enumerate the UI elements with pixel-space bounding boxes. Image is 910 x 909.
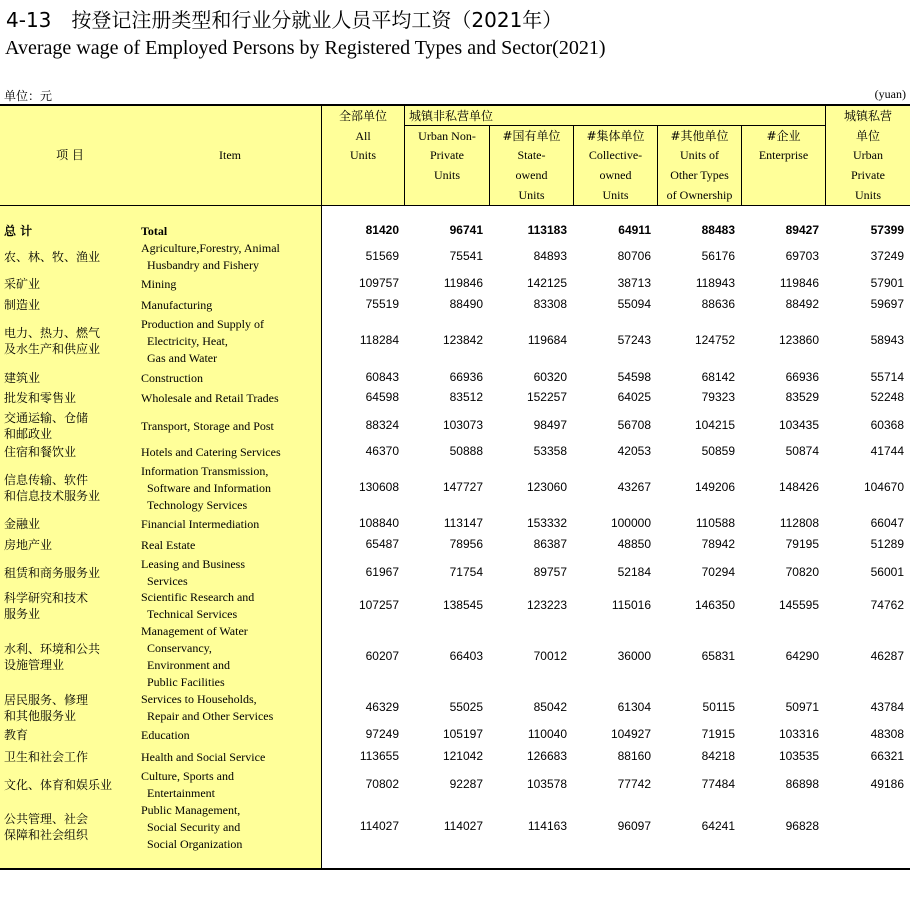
table-cell-value: 61967	[365, 565, 399, 579]
row-label-en-line: Education	[141, 727, 190, 742]
table-cell-value: 65831	[701, 649, 735, 663]
table-cell-value: 79323	[701, 390, 735, 404]
row-label-en-line: Construction	[141, 370, 203, 385]
table-cell-value: 50888	[449, 444, 483, 458]
row-label-en-line: Husbandry and Fishery	[147, 258, 259, 272]
row-label-cn-line: 服务业	[4, 607, 41, 621]
row-label-cn-line: 和其他服务业	[4, 709, 77, 723]
table-cell-value: 123060	[526, 480, 567, 494]
table-cell-value: 60320	[533, 370, 567, 384]
row-label-cn	[4, 727, 28, 743]
table-cell-value: 119684	[527, 333, 567, 347]
table-cell-value: 108840	[358, 516, 399, 530]
row-label-en	[141, 444, 281, 461]
table-cell-value: 57901	[870, 276, 904, 290]
table-cell-value: 110588	[695, 516, 735, 530]
table-cell-value: 64241	[701, 819, 735, 833]
table-cell-value: 55714	[870, 370, 904, 384]
row-label-en	[141, 370, 203, 387]
table-cell-value: 86387	[533, 537, 567, 551]
header-state-en-3: Units	[518, 188, 545, 202]
table-cell-value: 103316	[778, 727, 819, 741]
row-label-en	[141, 276, 176, 293]
row-label-en	[141, 418, 274, 435]
header-item-en: Item	[219, 148, 241, 162]
row-label-en	[141, 589, 254, 623]
table-cell-value: 104670	[863, 480, 904, 494]
table-cell-value: 66936	[785, 370, 819, 384]
table-cell-value: 55025	[449, 700, 483, 714]
table-cell-value: 60207	[365, 649, 399, 663]
table-cell-value: 88483	[701, 223, 735, 237]
row-label-en-line: Real Estate	[141, 537, 196, 552]
table-cell-value: 49186	[870, 777, 904, 791]
header-private-en-1: Urban	[853, 148, 883, 162]
table-cell-value: 78956	[449, 537, 483, 551]
table-cell-value: 124752	[694, 333, 735, 347]
table-cell-value: 103073	[442, 418, 483, 432]
row-label-en-line: Services to Households,	[141, 692, 257, 706]
row-label-en-line: Software and Information	[147, 480, 271, 495]
row-label-cn-line: 房地产业	[4, 538, 53, 552]
table-cell-value: 147727	[442, 480, 483, 494]
row-label-cn-line: 建筑业	[4, 371, 41, 385]
table-cell-value: 36000	[617, 649, 651, 663]
table-cell-value: 107257	[358, 598, 399, 612]
row-label-en	[141, 316, 264, 367]
header-nonprivate-en-1: Urban Non-	[418, 129, 476, 143]
row-label-cn-line: 和邮政业	[4, 427, 53, 441]
row-label-en-line: Entertainment	[147, 786, 215, 800]
table-cell-value: 55094	[617, 297, 651, 311]
table-cell-value: 121042	[442, 749, 483, 763]
row-label-cn	[4, 297, 40, 313]
header-other-en-1: Units of	[680, 148, 719, 162]
row-label-cn	[4, 749, 88, 765]
row-label-en-line: Public Management,	[141, 802, 241, 817]
row-label-en-line: Repair and Other Services	[147, 709, 274, 723]
table-cell-value: 70820	[785, 565, 819, 579]
table-cell-value: 119846	[779, 276, 819, 290]
row-label-en	[141, 768, 234, 802]
table-cell-value: 138545	[442, 598, 483, 612]
table-cell-value: 66321	[870, 749, 904, 763]
table-cell-value: 86898	[785, 777, 819, 791]
table-bottom-rule	[0, 868, 910, 870]
table-cell-value: 70294	[701, 565, 735, 579]
table-cell-value: 152257	[526, 390, 567, 404]
table-cell-value: 81420	[365, 223, 399, 237]
table-cell-value: 123842	[442, 333, 483, 347]
row-label-en	[141, 802, 242, 853]
table-cell-value: 84218	[701, 749, 735, 763]
row-label-cn-line: 居民服务、修理	[4, 693, 89, 707]
header-collective-en-2: owned	[599, 168, 632, 182]
row-label-en	[141, 749, 265, 766]
row-label-en	[141, 556, 245, 590]
table-cell-value: 75541	[449, 249, 483, 263]
row-label-en-line: Social Organization	[147, 836, 243, 851]
header-all-cn: 全部单位	[338, 109, 387, 123]
table-cell-value: 60368	[870, 418, 904, 432]
table-cell-value: 123860	[778, 333, 819, 347]
table-cell-value: 145595	[778, 598, 819, 612]
table-cell-value: 43267	[617, 480, 651, 494]
row-label-en	[141, 463, 271, 514]
row-label-en-line: Environment and	[147, 658, 230, 672]
table-cell-value: 153332	[526, 516, 567, 530]
header-private-cn-2: 单位	[855, 129, 880, 143]
table-cell-value: 68142	[701, 370, 735, 384]
table-cell-value: 56708	[617, 418, 651, 432]
row-label-en	[141, 516, 259, 533]
table-cell-value: 56176	[701, 249, 735, 263]
row-label-en-line: Conservancy,	[147, 641, 212, 655]
table-cell-value: 65487	[365, 537, 399, 551]
table-cell-value: 123223	[526, 598, 567, 612]
table-cell-value: 80706	[617, 249, 651, 263]
row-label-cn	[4, 811, 88, 843]
row-label-en-line: Scientific Research and	[141, 590, 255, 604]
row-label-en-line: Production and Supply of	[141, 316, 264, 331]
row-label-cn-line: 教育	[4, 728, 29, 742]
unit-label-en: (yuan)	[874, 87, 906, 101]
table-cell-value: 113655	[359, 749, 399, 763]
table-cell-value: 88636	[701, 297, 735, 311]
table-cell-value: 64911	[618, 223, 651, 237]
table-cell-value: 59697	[870, 297, 904, 311]
page-title-en: Average wage of Employed Persons by Registered Types and Sector(2021)	[5, 37, 606, 59]
table-cell-value: 109757	[358, 276, 399, 290]
header-private-en-3: Units	[854, 188, 881, 202]
table-cell-value: 114027	[443, 819, 483, 833]
table-cell-value: 66936	[449, 370, 483, 384]
row-label-cn-line: 水利、环境和公共	[4, 642, 101, 656]
table-cell-value: 97249	[365, 727, 399, 741]
table-cell-value: 70012	[533, 649, 567, 663]
table-cell-value: 78942	[701, 537, 735, 551]
header-enterprise-cn: #企业	[766, 129, 801, 143]
row-label-cn	[4, 537, 52, 553]
row-label-en-line: Social Security and	[147, 819, 241, 834]
header-nonprivate-en-2: Private	[430, 148, 464, 162]
table-cell-value: 88160	[617, 749, 651, 763]
table-cell-value: 38713	[617, 276, 651, 290]
header-private-en-2: Private	[851, 168, 885, 182]
table-cell-value: 41744	[870, 444, 904, 458]
header-collective-en-3: Units	[602, 188, 629, 202]
table-cell-value: 89757	[533, 565, 567, 579]
table-cell-value: 51569	[365, 249, 399, 263]
row-label-en-line: Manufacturing	[141, 297, 213, 312]
table-cell-value: 85042	[533, 700, 567, 714]
table-cell-value: 71915	[701, 727, 735, 741]
table-cell-value: 103535	[778, 749, 819, 763]
row-label-cn-line: 及水生产和供应业	[4, 342, 101, 356]
table-cell-value: 119846	[443, 276, 483, 290]
row-label-cn	[4, 590, 88, 622]
table-cell-value: 149206	[694, 480, 735, 494]
header-all-en-1: All	[355, 129, 371, 143]
table-cell-value: 37249	[870, 249, 904, 263]
table-cell-value: 58943	[870, 333, 904, 347]
row-label-en-line: Management of Water	[141, 624, 248, 638]
table-cell-value: 83512	[449, 390, 483, 404]
row-label-cn	[4, 325, 100, 357]
row-label-en-line: Gas and Water	[147, 350, 218, 365]
row-label-cn	[4, 777, 112, 793]
table-cell-value: 46287	[870, 649, 904, 663]
table-cell-value: 79195	[785, 537, 819, 551]
table-cell-value: 57399	[870, 223, 904, 237]
table-cell-value: 48850	[617, 537, 651, 551]
row-label-en-line: Wholesale and Retail Trades	[141, 390, 279, 405]
table-cell-value: 77484	[701, 777, 735, 791]
header-item-cn: 项 目	[56, 148, 84, 162]
table-cell-value: 113147	[443, 516, 483, 530]
table-cell-value: 71754	[449, 565, 483, 579]
item-column-divider	[321, 106, 322, 869]
row-label-en-line: Transport, Storage and Post	[141, 418, 274, 433]
table-cell-value: 64025	[617, 390, 651, 404]
table-cell-value: 52184	[617, 565, 651, 579]
row-label-en-line: Leasing and Business	[141, 557, 245, 571]
row-label-cn	[4, 370, 40, 386]
table-cell-value: 66047	[870, 516, 904, 530]
header-nonprivate-en-3: Units	[433, 168, 460, 182]
row-label-cn	[4, 444, 76, 460]
row-label-en-line: Agriculture,Forestry, Animal	[141, 241, 280, 255]
header-nonprivate-cn: 城镇非私营单位	[409, 109, 494, 123]
table-cell-value: 115016	[611, 598, 651, 612]
table-cell-value: 50874	[785, 444, 819, 458]
table-cell-value: 113183	[527, 223, 567, 237]
table-cell-value: 54598	[617, 370, 651, 384]
row-label-cn	[4, 692, 88, 724]
table-cell-value: 96828	[785, 819, 819, 833]
table-cell-value: 43784	[870, 700, 904, 714]
header-collective-en-1: Collective-	[588, 148, 643, 162]
table-cell-value: 46329	[365, 700, 399, 714]
table-cell-value: 89427	[785, 223, 819, 237]
row-label-cn	[4, 223, 32, 239]
row-label-cn-line: 信息传输、软件	[4, 473, 89, 487]
table-cell-value: 88324	[365, 418, 399, 432]
row-label-cn	[4, 641, 100, 673]
header-all-en-2: Units	[349, 148, 376, 162]
row-label-cn-line: 卫生和社会工作	[4, 750, 89, 764]
row-label-en	[141, 297, 212, 314]
table-cell-value: 83308	[533, 297, 567, 311]
table-cell-value: 56001	[870, 565, 904, 579]
row-label-cn-line: 设施管理业	[4, 658, 65, 672]
table-cell-value: 118284	[359, 333, 399, 347]
row-label-en-line: Total	[141, 223, 168, 238]
header-private-cn-1: 城镇私营	[843, 109, 892, 123]
row-label-cn	[4, 276, 40, 292]
table-cell-value: 60843	[365, 370, 399, 384]
row-label-cn-line: 住宿和餐饮业	[4, 445, 77, 459]
table-cell-value: 84893	[533, 249, 567, 263]
row-label-en	[141, 623, 248, 691]
row-label-cn-line: 和信息技术服务业	[4, 489, 101, 503]
table-cell-value: 142125	[526, 276, 567, 290]
row-label-en	[141, 691, 273, 725]
row-label-cn-line: 科学研究和技术	[4, 591, 89, 605]
row-label-en-line: Information Transmission,	[141, 463, 269, 478]
row-label-cn-line: 采矿业	[4, 277, 41, 291]
table-cell-value: 114027	[359, 819, 399, 833]
row-label-en	[141, 727, 190, 744]
table-cell-value: 53358	[533, 444, 567, 458]
row-label-en	[141, 240, 280, 274]
table-cell-value: 103578	[526, 777, 567, 791]
row-label-cn-line: 保障和社会组织	[4, 828, 89, 842]
table-cell-value: 66403	[449, 649, 483, 663]
table-cell-value: 88492	[785, 297, 819, 311]
table-cell-value: 96097	[617, 819, 651, 833]
table-cell-value: 50859	[701, 444, 735, 458]
row-label-en-line: Mining	[141, 276, 177, 291]
row-label-en-line: Technology Services	[147, 497, 248, 512]
table-cell-value: 64290	[785, 649, 819, 663]
table-cell-value: 98497	[533, 418, 567, 432]
table-cell-value: 77742	[617, 777, 651, 791]
table-cell-value: 48308	[870, 727, 904, 741]
table-cell-value: 83529	[785, 390, 819, 404]
row-label-en	[141, 223, 167, 240]
table-cell-value: 57243	[617, 333, 651, 347]
row-label-cn-line: 租赁和商务服务业	[4, 566, 101, 580]
table-cell-value: 114163	[527, 819, 567, 833]
table-cell-value: 70802	[365, 777, 399, 791]
header-state-en-1: State-	[517, 148, 546, 162]
row-label-cn	[4, 565, 100, 581]
row-label-cn-line: 金融业	[4, 517, 41, 531]
header-collective-cn: #集体单位	[586, 129, 645, 143]
table-cell-value: 118943	[695, 276, 735, 290]
header-bottom-rule	[0, 205, 910, 206]
row-label-en	[141, 537, 195, 554]
table-cell-value: 61304	[617, 700, 651, 714]
row-label-cn	[4, 410, 88, 442]
table-cell-value: 146350	[694, 598, 735, 612]
row-label-cn-line: 电力、热力、燃气	[4, 326, 101, 340]
row-label-cn	[4, 516, 40, 532]
table-cell-value: 88490	[449, 297, 483, 311]
table-cell-value: 51289	[870, 537, 904, 551]
table-cell-value: 100000	[610, 516, 651, 530]
row-label-en-line: Culture, Sports and	[141, 769, 234, 783]
table-cell-value: 74762	[870, 598, 904, 612]
table-cell-value: 42053	[617, 444, 651, 458]
row-label-en	[141, 390, 279, 407]
row-label-cn-line: 批发和零售业	[4, 391, 77, 405]
header-enterprise-en: Enterprise	[758, 148, 809, 162]
unit-label-cn: 单位：元	[4, 89, 53, 103]
row-label-en-line: Financial Intermediation	[141, 516, 260, 531]
header-other-cn: #其他单位	[670, 129, 729, 143]
table-cell-value: 112808	[779, 516, 819, 530]
row-label-cn-line: 公共管理、社会	[4, 812, 89, 826]
table-cell-value: 130608	[358, 480, 399, 494]
row-label-cn-line: 交通运输、仓储	[4, 411, 89, 425]
row-label-en-line: Health and Social Service	[141, 749, 266, 764]
row-label-cn-line: 农、林、牧、渔业	[4, 250, 101, 264]
table-cell-value: 75519	[365, 297, 399, 311]
row-label-cn-line: 总 计	[4, 224, 33, 238]
header-state-cn: #国有单位	[502, 129, 561, 143]
table-cell-value: 126683	[526, 749, 567, 763]
row-label-en-line: Services	[147, 574, 188, 588]
row-label-cn-line: 制造业	[4, 298, 41, 312]
row-label-en-line: Hotels and Catering Services	[141, 444, 281, 459]
table-cell-value: 103435	[778, 418, 819, 432]
table-cell-value: 64598	[365, 390, 399, 404]
header-other-en-3: of Ownership	[666, 188, 733, 202]
table-cell-value: 104215	[694, 418, 735, 432]
header-other-en-2: Other Types	[670, 168, 729, 182]
header-state-en-2: owend	[515, 168, 548, 182]
table-cell-value: 69703	[785, 249, 819, 263]
row-label-cn	[4, 390, 76, 406]
row-label-en-line: Electricity, Heat,	[147, 333, 228, 348]
table-cell-value: 110040	[527, 727, 567, 741]
table-cell-value: 50115	[702, 700, 735, 714]
table-cell-value: 148426	[778, 480, 819, 494]
row-label-cn	[4, 472, 100, 504]
table-cell-value: 92287	[449, 777, 483, 791]
table-cell-value: 50971	[785, 700, 819, 714]
table-cell-value: 96741	[449, 223, 483, 237]
table-cell-value: 46370	[365, 444, 399, 458]
table-cell-value: 104927	[610, 727, 651, 741]
row-label-en-line: Public Facilities	[147, 675, 225, 689]
row-label-cn-line: 文化、体育和娱乐业	[4, 778, 113, 792]
page-title-cn: 4-13 按登记注册类型和行业分就业人员平均工资（2021年）	[6, 8, 563, 32]
row-label-en-line: Technical Services	[147, 607, 238, 621]
row-label-cn	[4, 249, 100, 265]
table-cell-value: 52248	[870, 390, 904, 404]
table-cell-value: 105197	[442, 727, 483, 741]
